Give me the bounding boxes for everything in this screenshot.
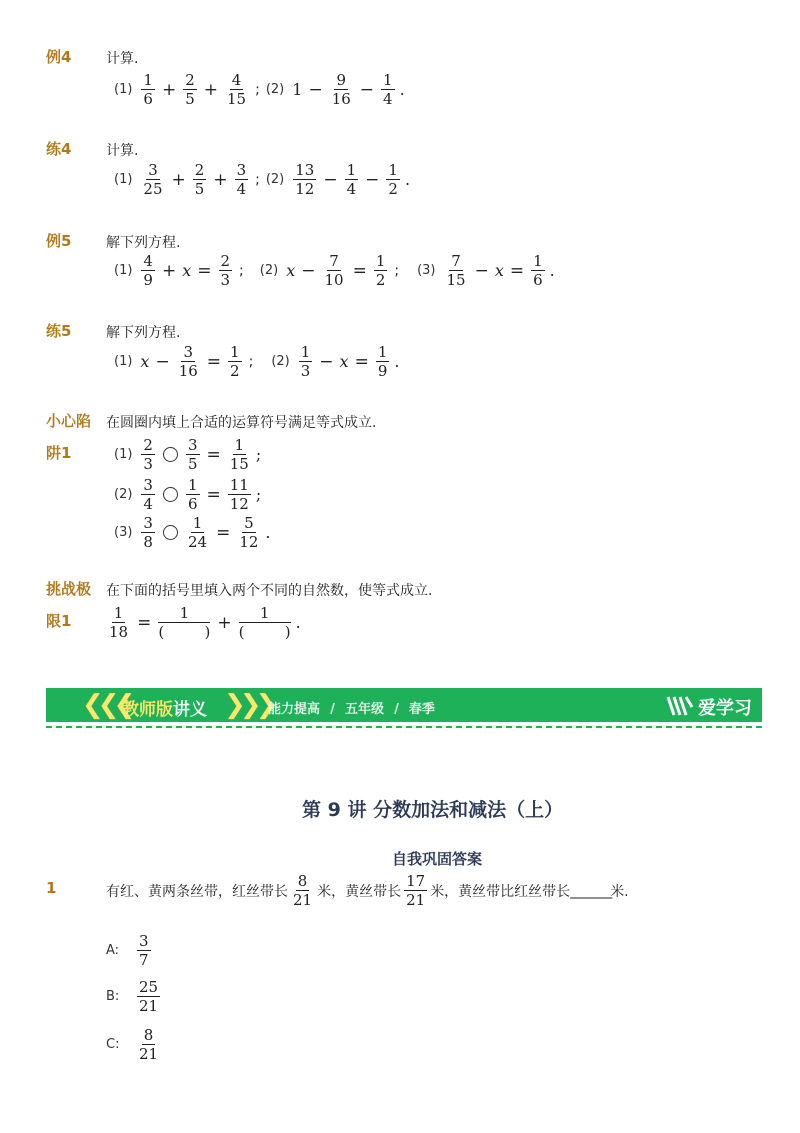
fraction: $\frac{3}{25}$ bbox=[143, 161, 163, 198]
fraction: $\frac{1}{18}$ bbox=[109, 604, 129, 641]
part-index: (2) bbox=[265, 82, 285, 97]
fraction: $\frac{4}{9}$ bbox=[143, 252, 153, 289]
part-index: (1) bbox=[114, 354, 133, 369]
practice-4-expressions: (1) $\frac{3}{25}$ + $\frac{2}{5}$ + $\frac{3}{4}$ ; (2) $\frac{13}{12}$ − $\frac{1}{4}$ − $\frac{1}{2}$ . bbox=[114, 161, 411, 198]
part-index: (1) bbox=[114, 82, 133, 97]
fraction: $\frac{2}{3}$ bbox=[143, 436, 153, 473]
fraction: $\frac{1}{2}$ bbox=[375, 252, 386, 289]
chevron-left-icon: ❮❮❮ bbox=[82, 690, 130, 720]
fraction: $\frac{5}{12}$ bbox=[239, 514, 259, 551]
fraction: $\frac{3}{5}$ bbox=[187, 436, 198, 473]
fraction: $\frac{1}{3}$ bbox=[300, 343, 311, 380]
option-b[interactable]: B: $\frac{25}{21}$ bbox=[106, 978, 159, 1015]
challenge-equation: $\frac{1}{18}$ = 1 ( ) + 1 ( ) . bbox=[109, 604, 301, 641]
blank-fraction-2[interactable]: 1 ( ) bbox=[238, 604, 291, 641]
brand-name: 爱学习 bbox=[698, 698, 752, 719]
fraction: $\frac{4}{15}$ bbox=[227, 71, 247, 108]
fraction: $\frac{2}{5}$ bbox=[185, 71, 195, 108]
question-1-text bbox=[106, 872, 629, 909]
question-text-part: 米. bbox=[610, 883, 629, 900]
trap-equation-1: (1) $\frac{2}{3}$ $\frac{3}{5}$ = $\frac{1}{15}$ ; bbox=[114, 436, 262, 473]
fraction: $\frac{1}{9}$ bbox=[377, 343, 388, 380]
lesson-title: 第 9 讲 分数加法和减法（上） bbox=[302, 799, 564, 821]
fraction: $\frac{2}{5}$ bbox=[194, 161, 205, 198]
fraction: $\frac{3}{4}$ bbox=[236, 161, 247, 198]
example-4-label: 例4 bbox=[46, 48, 72, 66]
part-index: (1) bbox=[114, 172, 133, 187]
operator-circle[interactable] bbox=[163, 525, 178, 540]
fraction: $\frac{1}{4}$ bbox=[383, 71, 393, 108]
teacher-edition-banner bbox=[46, 688, 762, 722]
answer-section-title: 自我巩固答案 bbox=[392, 850, 483, 868]
challenge-label-number: 限1 bbox=[46, 612, 72, 630]
fraction: $\frac{1}{4}$ bbox=[346, 161, 357, 198]
operator-circle[interactable] bbox=[163, 487, 178, 502]
question-number: 1 bbox=[46, 879, 57, 897]
example-5-equations: (1) $\frac{4}{9}$ + x = $\frac{2}{3}$ ; (2) x − $\frac{7}{10}$ = $\frac{1}{2}$ ; (3) $\frac{7}{15}$ − x = $\frac{1}{6}$ . bbox=[114, 252, 555, 289]
trap-instruction: 在圆圈内填上合适的运算符号满足等式成立. bbox=[106, 415, 377, 431]
brand-logo bbox=[666, 691, 756, 719]
fraction: $\frac{1}{2}$ bbox=[388, 161, 398, 198]
practice-4-instruction: 计算. bbox=[106, 143, 139, 159]
example-5-label: 例5 bbox=[46, 232, 72, 250]
part-index: (2) bbox=[265, 172, 285, 187]
fraction: $\frac{11}{12}$ bbox=[229, 476, 249, 513]
fraction: $\frac{1}{2}$ bbox=[230, 343, 240, 380]
fraction: $\frac{8}{21}$ bbox=[293, 872, 313, 909]
answer-blank[interactable]: ________ bbox=[570, 882, 611, 899]
fraction: $\frac{8}{21}$ bbox=[139, 1026, 159, 1063]
brand-mark-icon bbox=[666, 695, 694, 717]
fraction: $\frac{13}{12}$ bbox=[295, 161, 315, 198]
practice-5-equations: (1) x − $\frac{3}{16}$ = $\frac{1}{2}$ ; (2) $\frac{1}{3}$ − x = $\frac{1}{9}$ . bbox=[114, 343, 400, 380]
fraction: $\frac{3}{8}$ bbox=[143, 514, 153, 551]
fraction: $\frac{25}{21}$ bbox=[139, 978, 159, 1015]
fraction: $\frac{1}{15}$ bbox=[229, 436, 249, 473]
banner-subtitle: 能力提高 / 五年级 / 春季 bbox=[268, 702, 435, 717]
practice-4-label: 练4 bbox=[46, 140, 72, 158]
part-index: (1) bbox=[114, 263, 133, 278]
question-text-part: 米，黄丝带长 bbox=[317, 883, 402, 900]
example-4-expressions: (1) $\frac{1}{6}$ + $\frac{2}{5}$ + $\frac{4}{15}$ ; (2) 1 − $\frac{9}{16}$ − $\frac{1}{4}$ . bbox=[114, 71, 405, 108]
example-5-instruction: 解下列方程. bbox=[106, 235, 181, 251]
fraction: $\frac{7}{10}$ bbox=[324, 252, 344, 289]
trap-equation-3: (3) $\frac{3}{8}$ $\frac{1}{24}$ = $\frac{5}{12}$ . bbox=[114, 514, 271, 551]
trap-label: 小心陷 bbox=[46, 412, 92, 430]
trap-label-number: 阱1 bbox=[46, 444, 72, 462]
part-index: (3) bbox=[417, 263, 436, 278]
fraction: $\frac{1}{6}$ bbox=[187, 476, 198, 513]
option-c[interactable]: C: $\frac{8}{21}$ bbox=[106, 1026, 159, 1063]
operator-circle[interactable] bbox=[163, 447, 178, 462]
question-text-part: 有红、黄两条丝带，红丝带长 bbox=[106, 883, 288, 900]
fraction: $\frac{1}{6}$ bbox=[533, 252, 543, 289]
blank-fraction-1[interactable]: 1 ( ) bbox=[158, 604, 211, 641]
practice-5-label: 练5 bbox=[46, 322, 72, 340]
part-index: (1) bbox=[114, 447, 133, 462]
part-index: (3) bbox=[114, 525, 133, 540]
banner-title: 教师版讲义 bbox=[122, 700, 207, 720]
fraction: $\frac{2}{3}$ bbox=[220, 252, 231, 289]
practice-5-instruction: 解下列方程. bbox=[106, 325, 181, 341]
fraction: $\frac{1}{24}$ bbox=[187, 514, 208, 551]
fraction: $\frac{3}{4}$ bbox=[143, 476, 153, 513]
challenge-instruction: 在下面的括号里填入两个不同的自然数，使等式成立. bbox=[106, 583, 433, 599]
fraction: $\frac{1}{6}$ bbox=[143, 71, 153, 108]
part-index: (2) bbox=[271, 354, 290, 369]
fraction: $\frac{7}{15}$ bbox=[446, 252, 466, 289]
fraction: $\frac{17}{21}$ bbox=[406, 872, 426, 909]
example-4-instruction: 计算. bbox=[106, 51, 139, 67]
fraction: $\frac{3}{16}$ bbox=[178, 343, 198, 380]
option-a[interactable]: A: $\frac{3}{7}$ bbox=[106, 932, 149, 969]
part-index: (2) bbox=[259, 263, 279, 278]
fraction: $\frac{9}{16}$ bbox=[331, 71, 351, 108]
trap-equation-2: (2) $\frac{3}{4}$ $\frac{1}{6}$ = $\frac{11}{12}$ ; bbox=[114, 476, 262, 513]
banner-divider bbox=[46, 726, 762, 728]
fraction: $\frac{3}{7}$ bbox=[139, 932, 149, 969]
part-index: (2) bbox=[114, 487, 133, 502]
challenge-label: 挑战极 bbox=[46, 580, 92, 598]
chevron-right-icon: ❯❯❯ bbox=[224, 690, 272, 720]
question-text-part: 米，黄丝带比红丝带长 bbox=[430, 883, 571, 900]
